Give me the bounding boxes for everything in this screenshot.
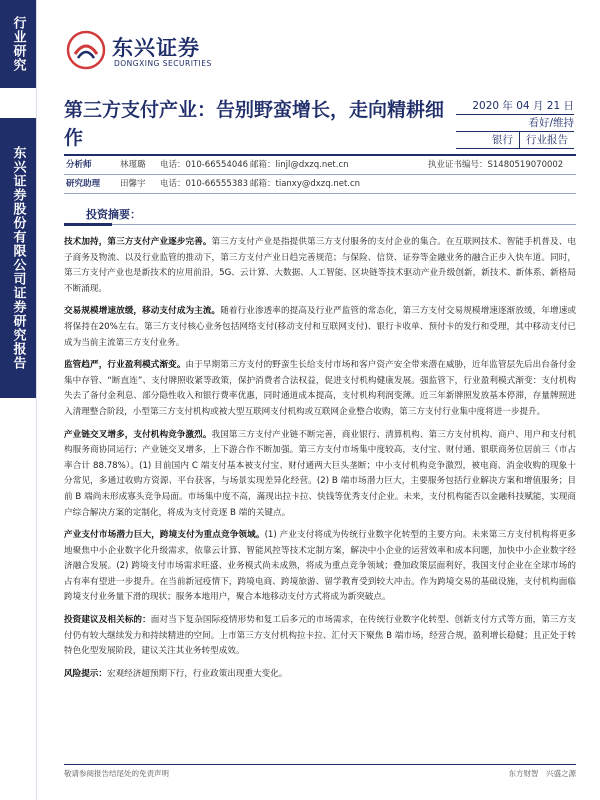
paragraph-text: 宏观经济超预期下行，行业政策出现重大变化。 bbox=[106, 668, 288, 679]
analyst-phone: 电话：010-66554046 bbox=[160, 160, 249, 170]
summary-body bbox=[64, 228, 576, 682]
paragraph-text: 我国第三方支付产业链不断完善，商业银行、清算机构、第三方支付机构、商户、用户和支付机构服务商协同运行；产业链交叉增多，上下游合作不断加强。第三方支付市场集中度较高，支付宝、财付通、银联商务位居前三（市占率合计 88.78%）。(1) 目前国内 C 端支付基本被支付宝、财付通两大巨头垄断；中小支付机构竞争激烈，被电商、消金收购的现象十分常见，多通过收购方资源、平台获客，与场景实现差异化经营。(2) B 端市场潜力巨大，主要服务包括行业解决方案和增值服务；目前 B 端尚未形成寡头竞争局面。市场集中度不高，滿现出拉卡拉、快钱等优秀支付企业。未来，支付机构能否以金融科技赋能，实现商户综合解决方案的定制化，将成为支付竞逐 B 端的关键点。 bbox=[64, 429, 576, 518]
paragraph-lead: 风险提示： bbox=[64, 668, 107, 679]
report-meta bbox=[456, 98, 574, 149]
slogan: 东方财智 兴盛之源 bbox=[508, 769, 576, 778]
analyst-row bbox=[64, 154, 576, 175]
analyst-table bbox=[64, 154, 576, 194]
section-accent-bar bbox=[64, 223, 112, 226]
paragraph-lead: 监管趋严，行业盈利模式渐变。 bbox=[64, 360, 186, 371]
section-header bbox=[64, 206, 576, 225]
logo-name-cn: 东兴证券 bbox=[112, 36, 200, 60]
paragraph-lead: 投资建议及相关标的： bbox=[64, 615, 151, 626]
report-date: 2020 年 04 月 21 日 bbox=[456, 98, 574, 115]
paragraph bbox=[64, 358, 576, 420]
paragraph-lead: 产业支付市场潜力巨大，跨境支付为重点竞争领域。 bbox=[64, 530, 265, 541]
paragraph-text: 面对当下复杂国际疫情形势和复工后多元的市场需求，在传统行业数字化转型、创新支付方式等方面，第三方支付仍有较大继续发力和持续精进的空间。上市第三方支付机构拉卡拉、汇付天下聚焦 B 端市场，经营合规，盈利增长稳健；且正处于转特色化型发展阶段，建议关注其业务转型成效。 bbox=[64, 615, 576, 657]
company-report-label: 东兴证券股份有限公司证券研究报告 bbox=[0, 118, 36, 398]
rating: 看好/维持 bbox=[456, 115, 574, 132]
report-type: 行业报告 bbox=[526, 134, 568, 146]
analyst-role: 分析师 bbox=[66, 160, 92, 170]
paragraph-text: 随着行业渗透率的提高及行业严监管的常态化，第三方支付交易规模增速逐渐放缓，年增速或将保持在20%左右。第三方支付核心业务包括网络支付(移动支付和互联网支付)、银行卡收单、预付卡的发行和受理，其中移动支付已成为当前主流第三方支付业务。 bbox=[64, 306, 576, 348]
paragraph-lead: 交易规模增速放缓，移动支付成为主流。 bbox=[64, 306, 221, 317]
industry-row bbox=[456, 132, 574, 149]
paragraph-text: (1) 产业支付将成为传统行业数字化转型的主要方向。未来第三方支付机构将更多地聚焦中小企业数字化升级需求，依靠云计算、智能风控等技术定制方案，解决中小企业的运营效率和成本问题，加快中小企业数字经济融合发展。(2) 跨境支付市场需求旺盛、业务模式尚未成熟，将成为重点竞争领域；叠加政策层面利好，我国支付企业在全球市场的占有率有望进一步提升。在当前新冠疫情下，跨境电商、跨境旅游、留学教育受到较大冲击。作为跨境交易的基础设施，支付机构面临跨境支付业务量下滑的现状；服务本地用户，聚合本地移动支付方式将成为新突破点。 bbox=[64, 530, 576, 603]
paragraph-text: 第三方支付产业是指提供第三方支付服务的支付企业的集合。在互联网技术、智能手机普及、电子商务及物流、以及行业监管的推动下，第三方支付产业日趋完善规范；与保险、信贷、证券等金融业务的融合正步入快车道。同时，第三方支付产业也是新技术的应用前沿，5G、云计算、大数据、人工智能、区块链等技术驱动产业升级创新，新技术、新体系、新格局不断涌现。 bbox=[64, 237, 576, 294]
paragraph-lead: 技术加持，第三方支付产业逐步完善。 bbox=[64, 237, 212, 247]
disclaimer-note: 敬请参阅报告结尾处的免责声明 bbox=[64, 769, 169, 778]
analyst-row bbox=[64, 175, 576, 194]
analyst-name: 林瑾璐 bbox=[120, 160, 146, 170]
analyst-email: 邮箱：linjl@dxzq.net.cn bbox=[250, 160, 349, 170]
analyst-name: 田馨宇 bbox=[120, 179, 146, 189]
paragraph bbox=[64, 428, 576, 522]
logo-name-en: DONGXING SECURITIES bbox=[114, 59, 212, 68]
paragraph bbox=[64, 613, 576, 660]
paragraph-lead: 产业链交叉增多，支付机构竞争激烈。 bbox=[64, 429, 212, 440]
analyst-email: 邮箱：tianxy@dxzq.net.cn bbox=[250, 179, 361, 189]
category-tag: 行业研究 bbox=[0, 0, 36, 88]
analyst-cert: 执业证书编号：S1480519070002 bbox=[428, 160, 564, 170]
industry-label: 银行 bbox=[486, 132, 520, 148]
section-title: 投资摘要： bbox=[86, 208, 141, 221]
paragraph-text: 由于早期第三方支付的野蛮生长给支付市场和客户资产安全带来潜在威胁，近年监管层先后出台备付金集中存管、“断直连”、支付牌照收紧等政策，保护消费者合法权益，促进支付机构健康发展。强监管下，行业盈利模式渐变：支付机构失去了备付金利息、部分隐性收入和银行费率优惠，同时通道成本提高，支付机构利润变薄。近三年新牌照发放基本停滞，存量牌照进入清理整合阶段，小型第三方支付机构或被大型互联网支付机构或互联网企业整合收购，第三方支付行业集中度将进一步提升。 bbox=[64, 360, 576, 417]
dongxing-logo bbox=[66, 30, 246, 74]
analyst-phone: 电话：010-66555383 bbox=[160, 179, 249, 189]
analyst-role: 研究助理 bbox=[66, 179, 101, 189]
page-footer bbox=[64, 764, 576, 779]
paragraph bbox=[64, 304, 576, 351]
report-title: 第三方支付产业：告别野蛮增长，走向精耕细作 bbox=[64, 99, 445, 149]
paragraph bbox=[64, 235, 576, 297]
logo-mark-icon bbox=[66, 30, 106, 70]
paragraph bbox=[64, 528, 576, 606]
paragraph bbox=[64, 667, 576, 683]
